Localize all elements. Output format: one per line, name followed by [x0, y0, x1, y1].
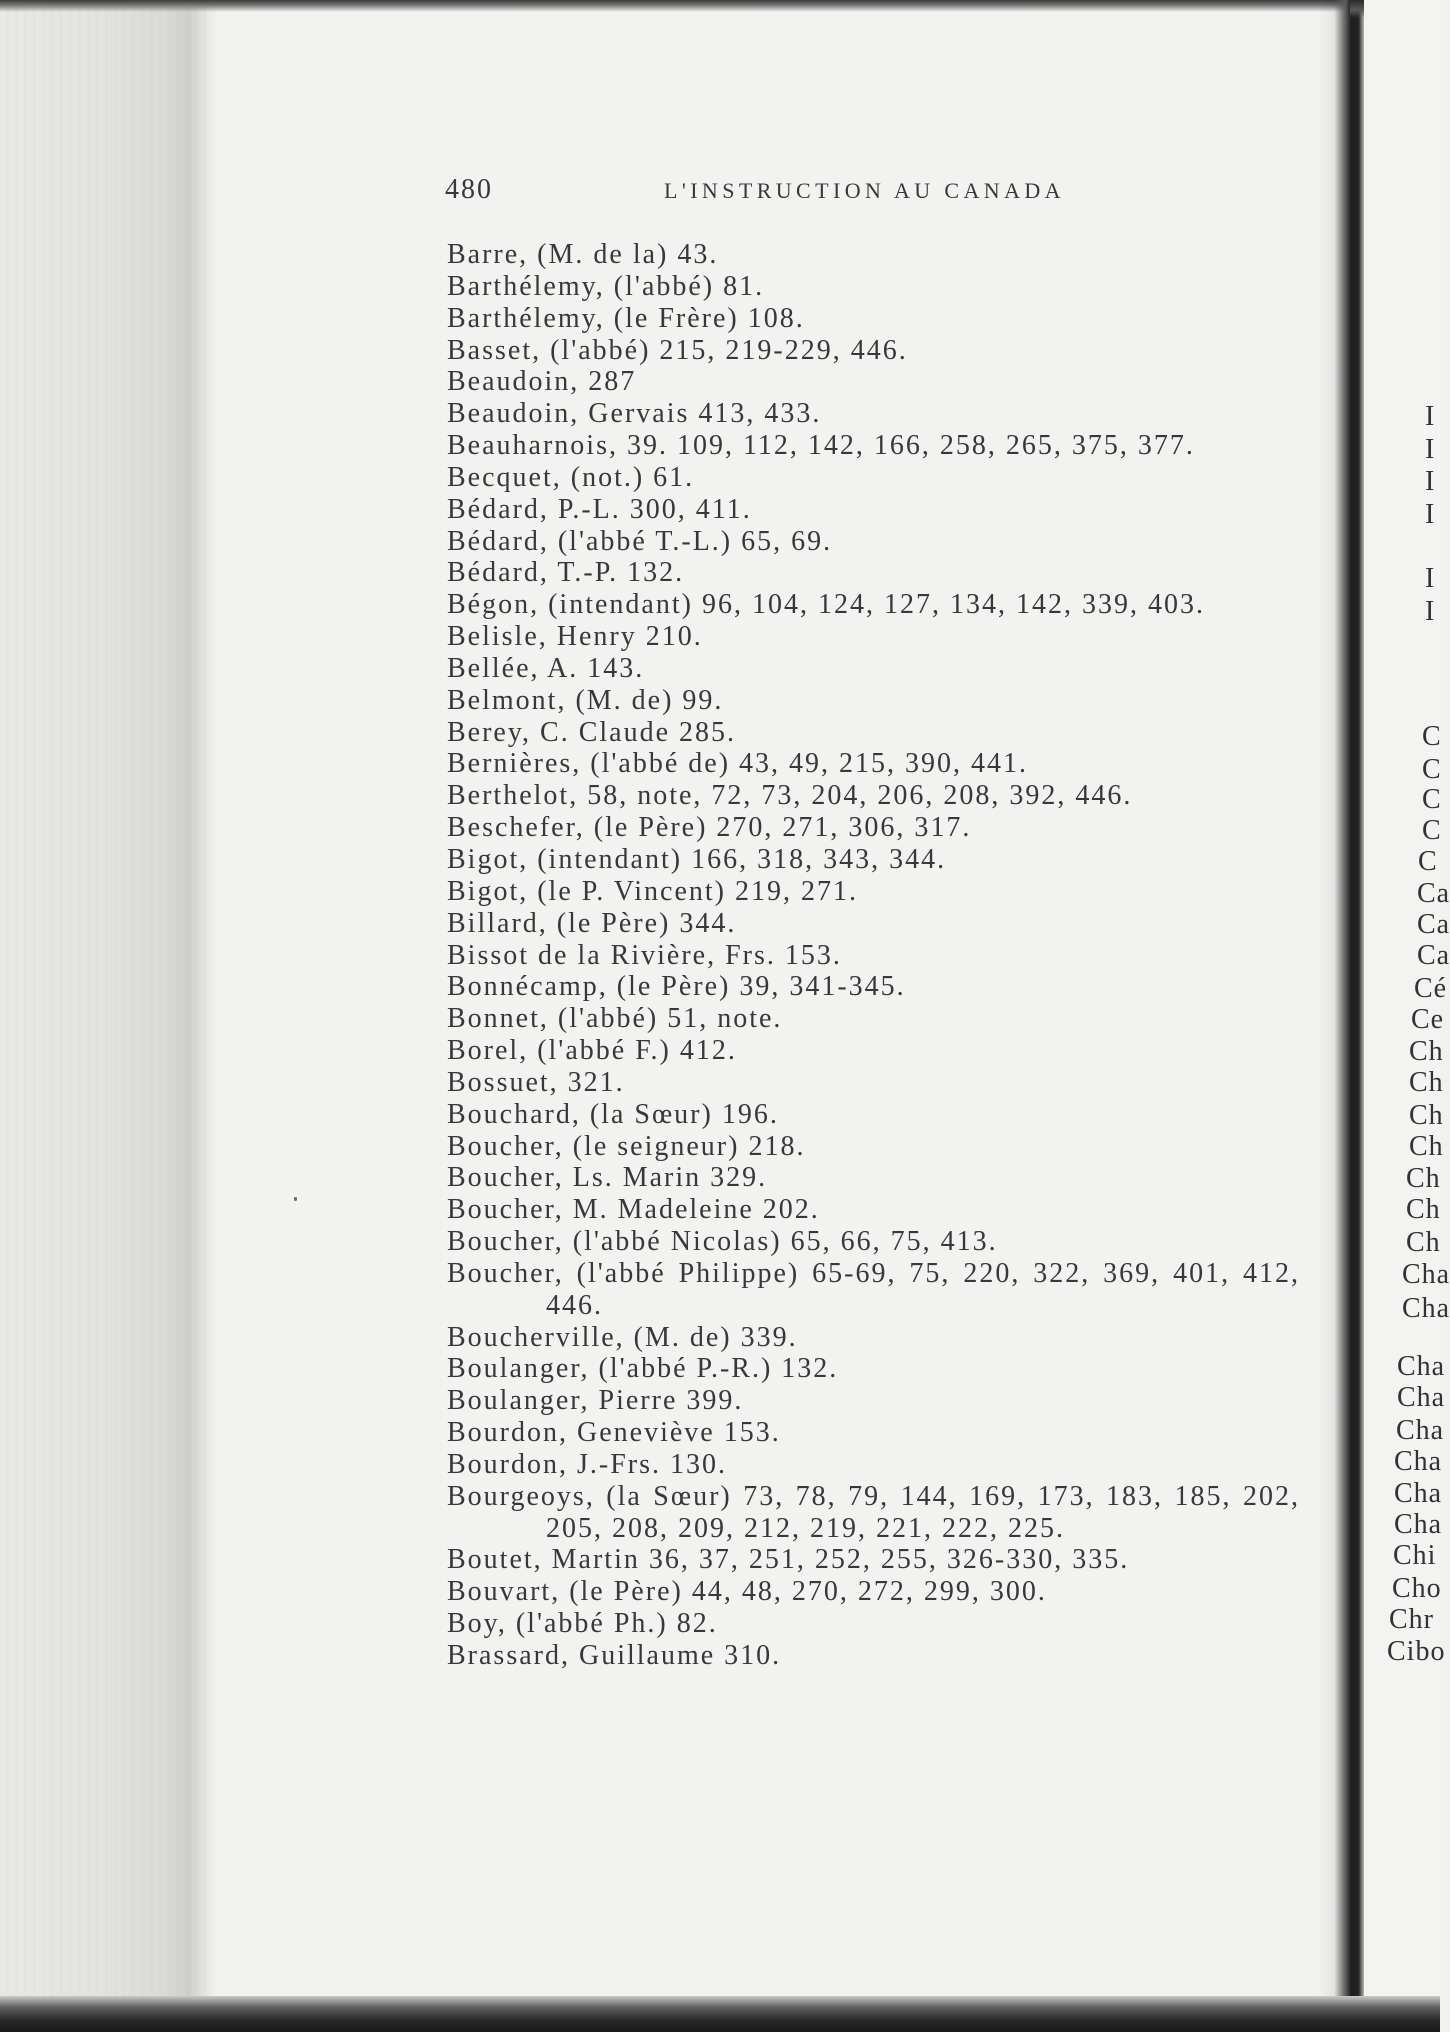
index-entry: Bonnet, (l'abbé) 51, note.: [447, 1003, 783, 1035]
index-entry: Beaudoin, 287: [447, 366, 637, 398]
facing-page-fragment: Ch: [1406, 1227, 1441, 1258]
index-entry: Bédard, P.-L. 300, 411.: [447, 493, 752, 525]
facing-page-fragment: Chr: [1389, 1604, 1434, 1635]
facing-page-fragment: Chi: [1393, 1540, 1437, 1571]
index-entry: Becquet, (not.) 61.: [447, 461, 695, 493]
index-entry: Bourdon, Geneviève 153.: [447, 1417, 781, 1449]
facing-page-fragment: C: [1422, 815, 1442, 846]
index-entry: Barthélemy, (le Frère) 108.: [447, 302, 805, 334]
facing-page-fragment: Ce: [1411, 1004, 1445, 1035]
index-entry: Barre, (M. de la) 43.: [447, 239, 719, 270]
facing-page-fragment: Ca: [1417, 909, 1450, 940]
index-entry: Bissot de la Rivière, Frs. 153.: [447, 939, 842, 971]
index-entry: Bigot, (le P. Vincent) 219, 271.: [447, 875, 859, 907]
facing-page-fragment: I: [1425, 401, 1436, 432]
facing-page-fragment: Cha: [1394, 1478, 1443, 1509]
facing-page-fragment: I: [1425, 596, 1436, 627]
index-entry: Boucherville, (M. de) 339.: [447, 1321, 798, 1353]
running-head: L'INSTRUCTION AU CANADA: [664, 178, 1065, 203]
facing-page-fragment: C: [1422, 721, 1442, 752]
facing-page-fragment: Ch: [1409, 1100, 1444, 1131]
index-entry: Bellée, A. 143.: [447, 652, 645, 684]
index-entry: Bigot, (intendant) 166, 318, 343, 344.: [447, 844, 947, 875]
facing-page-fragment: I: [1425, 466, 1436, 497]
scan-border-bottom: [0, 1996, 1440, 2032]
index-entry: Belisle, Henry 210.: [447, 621, 703, 653]
index-entry-continuation: 446.: [546, 1289, 603, 1321]
index-entry: Berthelot, 58, note, 72, 73, 204, 206, 208, 392, 446.: [447, 780, 1133, 812]
index-entry: Bonnécamp, (le Père) 39, 341-345.: [447, 971, 906, 1003]
facing-page-fragment: Ca: [1417, 940, 1450, 971]
facing-page-fragment: Cha: [1394, 1509, 1443, 1540]
index-entry: Boucher, Ls. Marin 329.: [447, 1162, 768, 1194]
index-entry: Boy, (l'abbé Ph.) 82.: [447, 1608, 718, 1640]
facing-page-fragment: C: [1422, 754, 1442, 785]
index-entry: Berey, C. Claude 285.: [447, 716, 737, 748]
facing-page-fragment: Ch: [1406, 1163, 1441, 1194]
index-entry: Bédard, T.-P. 132.: [447, 557, 685, 589]
index-entry-continuation: 205, 208, 209, 212, 219, 221, 222, 225.: [546, 1512, 1065, 1544]
gutter-shadow: [1318, 0, 1364, 2032]
index-entry: Boucher, (l'abbé Nicolas) 65, 66, 75, 413.: [447, 1226, 998, 1257]
index-entry: Bouvart, (le Père) 44, 48, 270, 272, 299, 300.: [447, 1576, 1047, 1608]
index-entry: Billard, (le Père) 344.: [447, 907, 737, 939]
facing-page-fragment: Cha: [1396, 1415, 1445, 1446]
index-entry: Boutet, Martin 36, 37, 251, 252, 255, 326-330, 335.: [447, 1544, 1130, 1576]
index-entry: Bourgeoys, (la Sœur) 73, 78, 79, 144, 169, 173, 183, 185, 202,: [447, 1480, 1300, 1512]
page-number: 480: [445, 174, 493, 205]
index-entry: Bédard, (l'abbé T.-L.) 65, 69.: [447, 525, 833, 557]
facing-page-fragment: Cha: [1397, 1382, 1446, 1413]
facing-page-fragment: Ch: [1409, 1131, 1444, 1162]
index-entry: Beaudoin, Gervais 413, 433.: [447, 398, 822, 430]
index-entry: Boucher, M. Madeleine 202.: [447, 1194, 820, 1226]
facing-page-fragment: Cha: [1397, 1351, 1446, 1382]
facing-page-fragment: Ch: [1409, 1036, 1444, 1067]
facing-page-fragment: Ch: [1409, 1067, 1444, 1098]
index-entry: Brassard, Guillaume 310.: [447, 1640, 782, 1671]
index-entry: Bourdon, J.-Frs. 130.: [447, 1448, 728, 1480]
facing-page-fragment: I: [1425, 499, 1436, 530]
index-entry: Boulanger, Pierre 399.: [447, 1385, 744, 1417]
index-entry: Barthélemy, (l'abbé) 81.: [447, 270, 765, 302]
facing-page-fragment: Cha: [1402, 1259, 1450, 1290]
index-entry: Bernières, (l'abbé de) 43, 49, 215, 390, 441.: [447, 748, 1029, 780]
facing-page-fragment: Ca: [1417, 878, 1450, 909]
index-entry: Beschefer, (le Père) 270, 271, 306, 317.: [447, 812, 972, 844]
index-entry: Boucher, (l'abbé Philippe) 65-69, 75, 220, 322, 369, 401, 412,: [447, 1257, 1300, 1289]
facing-page-fragment: C: [1418, 846, 1438, 877]
index-entry: Boucher, (le seigneur) 218.: [447, 1130, 806, 1162]
index-entry: Beauharnois, 39. 109, 112, 142, 166, 258, 265, 375, 377.: [447, 430, 1195, 461]
facing-page-fragment: Cha: [1402, 1293, 1450, 1324]
index-entry: Basset, (l'abbé) 215, 219-229, 446.: [447, 334, 908, 366]
facing-page-fragment: I: [1425, 563, 1436, 594]
index-entry: Bégon, (intendant) 96, 104, 124, 127, 134, 142, 339, 403.: [447, 589, 1205, 621]
index-entry: Bouchard, (la Sœur) 196.: [447, 1098, 779, 1130]
facing-page-fragment: Cha: [1394, 1446, 1443, 1477]
facing-page-fragment: I: [1425, 434, 1436, 465]
facing-page-edge: [1364, 0, 1450, 2032]
index-entry: Bossuet, 321.: [447, 1066, 625, 1098]
facing-page-fragment: Cho: [1392, 1573, 1442, 1604]
index-entry: Borel, (l'abbé F.) 412.: [447, 1035, 737, 1066]
facing-page-fragment: Cé: [1414, 973, 1448, 1004]
index-entry: Belmont, (M. de) 99.: [447, 684, 724, 716]
facing-page-fragment: C: [1422, 784, 1442, 815]
ink-speck: [294, 1197, 297, 1201]
index-entry: Boulanger, (l'abbé P.-R.) 132.: [447, 1353, 839, 1385]
facing-page-fragment: Cibo: [1387, 1636, 1446, 1667]
facing-page-fragment: Ch: [1406, 1194, 1441, 1225]
